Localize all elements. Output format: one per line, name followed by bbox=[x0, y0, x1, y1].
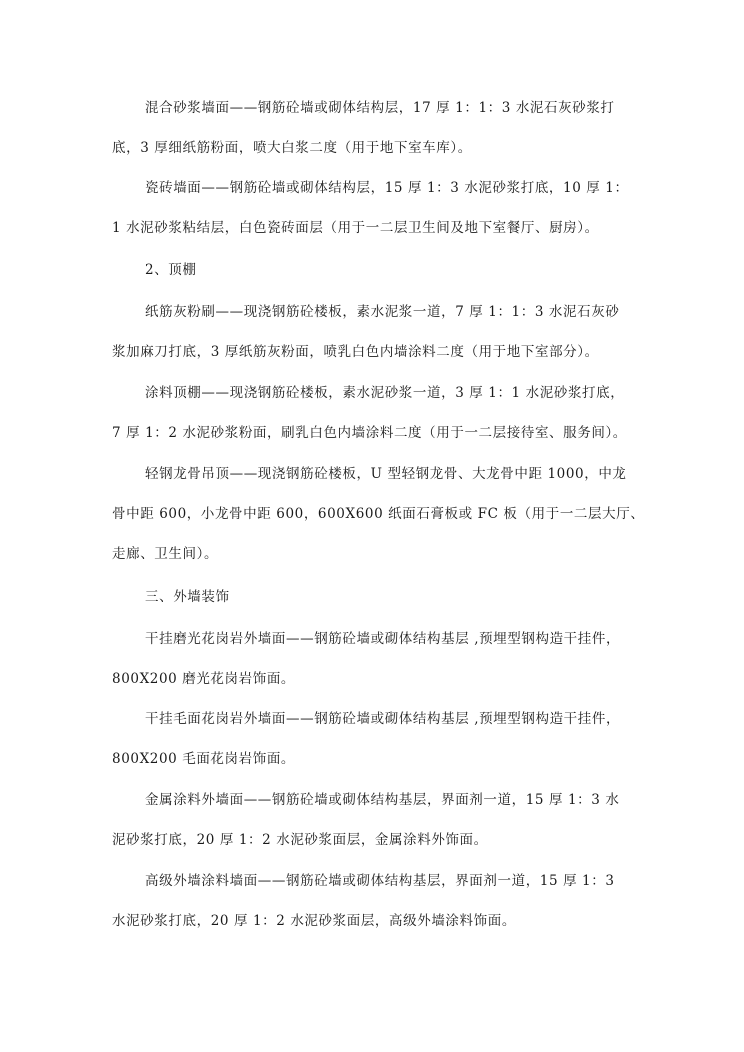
paragraph-line: 水泥砂浆打底，20 厚 1：2 水泥砂浆面层，高级外墙涂料饰面。 bbox=[112, 913, 516, 929]
paragraph-line: 瓷砖墙面——钢筋砼墙或砌体结构层，15 厚 1：3 水泥砂浆打底，10 厚 1： bbox=[145, 180, 629, 196]
paragraph-line: 干挂磨光花岗岩外墙面——钢筋砼墙或砌体结构基层 ,预埋型钢构造干挂件， bbox=[145, 631, 621, 647]
paragraph-coating-ceiling bbox=[112, 373, 634, 453]
paragraph-line: 浆加麻刀打底，3 厚纸筋灰粉面，喷乳白色内墙涂料二度（用于地下室部分）。 bbox=[112, 344, 599, 360]
paragraph-line: 走廊、卫生间）。 bbox=[112, 546, 219, 562]
paragraph-line: 干挂毛面花岗岩外墙面——钢筋砼墙或砌体结构基层 ,预埋型钢构造干挂件， bbox=[145, 711, 621, 727]
paragraph-mixed-mortar-wall bbox=[112, 88, 634, 168]
paragraph-paper-lime-plaster bbox=[112, 292, 634, 372]
paragraph-line: 纸筋灰粉刷——现浇钢筋砼楼板，素水泥浆一道，7 厚 1：1：3 水泥石灰砂 bbox=[145, 304, 620, 320]
section-heading-ceiling: 2、顶棚 bbox=[145, 262, 197, 278]
section-heading-exterior-wall: 三、外墙装饰 bbox=[145, 589, 230, 605]
paragraph-line: 底，3 厚细纸筋粉面，喷大白浆二度（用于地下室车库）。 bbox=[112, 140, 472, 156]
paragraph-line: 7 厚 1：2 水泥砂浆粉面，刷乳白色内墙涂料二度（用于一二层接待室、服务间）。 bbox=[112, 425, 627, 441]
paragraph-metal-coating-wall bbox=[112, 780, 634, 860]
paragraph-line: 轻钢龙骨吊顶——现浇钢筋砼楼板，U 型轻钢龙骨、大龙骨中距 1000，中龙 bbox=[145, 466, 627, 482]
paragraph-line: 800X200 磨光花岗岩饰面。 bbox=[112, 671, 296, 687]
paragraph-line: 混合砂浆墙面——钢筋砼墙或砌体结构层，17 厚 1：1：3 水泥石灰砂浆打 bbox=[145, 100, 615, 116]
paragraph-line: 1 水泥砂浆粘结层，白色瓷砖面层（用于一二层卫生间及地下室餐厅、厨房）。 bbox=[112, 220, 599, 236]
paragraph-polished-granite bbox=[112, 619, 634, 699]
paragraph-line: 骨中距 600，小龙骨中距 600，600X600 纸面石膏板或 FC 板（用于一二层大厅、 bbox=[112, 506, 645, 522]
paragraph-rough-granite bbox=[112, 699, 634, 779]
paragraph-tile-wall bbox=[112, 168, 634, 248]
paragraph-premium-coating-wall bbox=[112, 861, 634, 941]
paragraph-line: 800X200 毛面花岗岩饰面。 bbox=[112, 751, 296, 767]
paragraph-line: 涂料顶棚——现浇钢筋砼楼板，素水泥砂浆一道，3 厚 1：1 水泥砂浆打底， bbox=[145, 385, 625, 401]
paragraph-steel-keel-ceiling bbox=[112, 454, 645, 574]
paragraph-line: 金属涂料外墙面——钢筋砼墙或砌体结构基层，界面剂一道，15 厚 1：3 水 bbox=[145, 792, 620, 808]
paragraph-line: 高级外墙涂料墙面——钢筋砼墙或砌体结构基层，界面剂一道，15 厚 1：3 bbox=[145, 873, 615, 889]
paragraph-line: 泥砂浆打底，20 厚 1：2 水泥砂浆面层，金属涂料外饰面。 bbox=[112, 832, 488, 848]
